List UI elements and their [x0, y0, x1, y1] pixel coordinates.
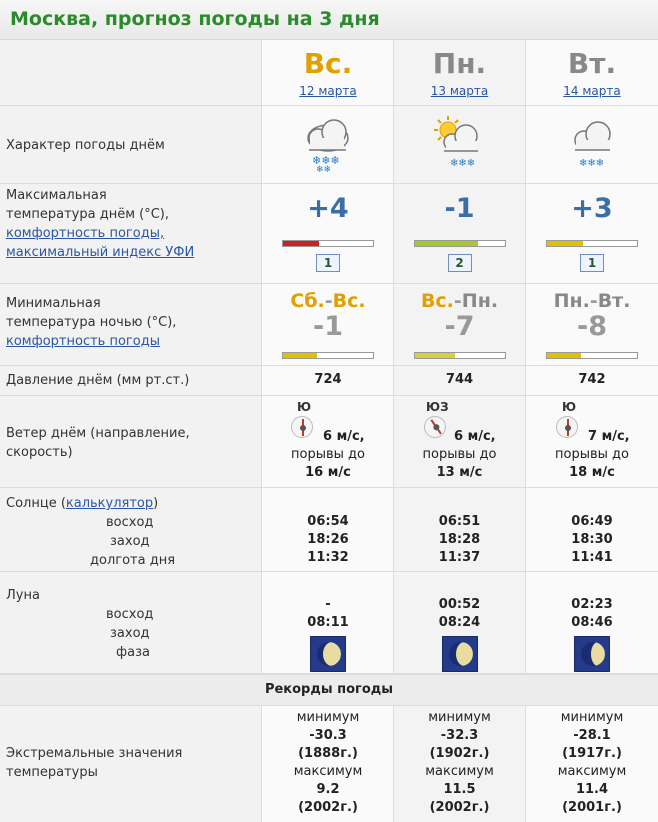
- night-range: [526, 290, 658, 312]
- wind-direction: ЮЗ: [426, 400, 449, 414]
- day-date-link[interactable]: 13 марта: [430, 84, 489, 98]
- day-name: Вс.: [303, 47, 353, 80]
- night-comfort-bar: [282, 352, 374, 359]
- weather-character-row: [0, 106, 658, 184]
- daylength-value: 11:37: [438, 550, 481, 565]
- wind-compass-icon: [420, 412, 451, 443]
- gusts-label: порывы до: [422, 447, 497, 462]
- moonset-value: 08:46: [571, 615, 613, 630]
- svg-text:❄❄❄: ❄❄❄: [312, 154, 340, 167]
- night-separator: -: [589, 290, 598, 312]
- sun-cloud-snow-icon: [430, 114, 490, 174]
- records-header: Рекорды погоды: [0, 674, 658, 706]
- night-day-end: Пн.: [461, 290, 499, 312]
- max-temp-label: Максимальная: [6, 188, 107, 203]
- record-min-label: минимум: [428, 710, 491, 725]
- pressure-label: Давление днём (мм рт.ст.): [6, 373, 190, 388]
- comfort-bar: [414, 240, 506, 247]
- extreme-label: Экстремальные значения: [6, 746, 183, 761]
- gusts-label: порывы до: [291, 447, 365, 462]
- moonrise-value: -: [325, 597, 331, 612]
- cloud-snow-icon: [298, 114, 358, 174]
- night-separator: -: [324, 290, 333, 312]
- moonrise-value: 00:52: [438, 597, 481, 612]
- page-header: [0, 0, 658, 40]
- moonset-label: заход: [110, 626, 150, 641]
- wind-row: [0, 396, 658, 488]
- comfort-link[interactable]: комфортность погоды,: [6, 226, 165, 241]
- day-header: [394, 40, 526, 105]
- record-max-value: 11.4: [575, 782, 609, 797]
- wind-label: скорость): [6, 445, 73, 460]
- wind-speed: 6 м/с,: [323, 429, 365, 444]
- night-range: [263, 290, 393, 312]
- svg-text:❄❄: ❄❄: [316, 165, 332, 174]
- gusts-value: 16 м/с: [305, 465, 351, 480]
- sunrise-value: 06:49: [571, 514, 613, 529]
- day-date-link[interactable]: 14 марта: [563, 84, 621, 98]
- moon-row: [0, 572, 658, 674]
- min-temp-value: -8: [577, 311, 607, 342]
- day-date-link[interactable]: 12 марта: [299, 84, 357, 98]
- gusts-label: порывы до: [555, 447, 629, 462]
- night-comfort-link[interactable]: комфортность погоды: [6, 334, 160, 349]
- record-max-year: (2002г.): [298, 800, 358, 815]
- svg-text:❄❄❄: ❄❄❄: [449, 158, 475, 169]
- sun-calculator-link[interactable]: калькулятор: [65, 496, 154, 511]
- comfort-bar: [546, 240, 638, 247]
- day-name: Пн.: [432, 47, 487, 80]
- min-temp-label: Минимальная: [6, 296, 101, 311]
- record-min-label: минимум: [560, 710, 624, 725]
- day-header: [263, 40, 394, 105]
- cloud-snow-icon: [562, 114, 622, 174]
- night-comfort-bar: [546, 352, 638, 359]
- moon-label: Луна: [6, 588, 40, 603]
- sunrise-label: восход: [106, 515, 154, 530]
- svg-text:❄❄❄: ❄❄❄: [579, 158, 605, 169]
- record-min-year: (1888г.): [298, 746, 358, 761]
- pressure-row: [0, 366, 658, 396]
- max-temp-row: [0, 184, 658, 284]
- moonset-value: 08:11: [307, 615, 349, 630]
- moon-phase-label: фаза: [116, 645, 150, 660]
- day-header-row: [0, 40, 658, 106]
- moon-phase-icon: [310, 636, 346, 672]
- record-min-label: минимум: [296, 710, 360, 725]
- night-comfort-bar: [414, 352, 506, 359]
- day-header: [526, 40, 658, 105]
- moonset-value: 08:24: [438, 615, 481, 630]
- pressure-value: 724: [314, 372, 342, 387]
- uvi-badge: 1: [316, 254, 340, 272]
- record-min-year: (1917г.): [562, 746, 622, 761]
- record-min-value: -30.3: [309, 728, 347, 743]
- night-range: [394, 290, 525, 312]
- daylength-value: 11:41: [571, 550, 613, 565]
- night-day-start: Вс.: [420, 290, 454, 312]
- record-max-label: максимум: [293, 764, 363, 779]
- night-day-start: Пн.: [553, 290, 590, 312]
- wind-compass-icon: [556, 416, 578, 438]
- gusts-value: 18 м/с: [569, 465, 615, 480]
- moonrise-label: восход: [106, 607, 154, 622]
- max-temp-value: +3: [571, 193, 613, 224]
- sunset-value: 18:30: [571, 532, 613, 547]
- sunset-label: заход: [110, 534, 150, 549]
- page-title: Москва, прогноз погоды на 3 дня: [10, 8, 380, 30]
- max-temp-value: -1: [444, 193, 475, 224]
- uvi-link[interactable]: максимальный индекс УФИ: [6, 245, 195, 260]
- max-temp-label: температура днём (°C),: [6, 207, 169, 222]
- daylength-label: долгота дня: [90, 553, 176, 568]
- record-max-label: максимум: [557, 764, 627, 779]
- sunset-value: 18:28: [438, 532, 481, 547]
- pressure-value: 742: [578, 372, 606, 387]
- night-separator: -: [453, 290, 462, 312]
- sunset-value: 18:26: [307, 532, 349, 547]
- daylength-value: 11:32: [307, 550, 349, 565]
- extreme-label: температуры: [6, 765, 98, 780]
- record-max-value: 9.2: [316, 782, 340, 797]
- record-max-value: 11.5: [443, 782, 476, 797]
- record-max-year: (2001г.): [562, 800, 622, 815]
- wind-speed: 6 м/с,: [454, 429, 496, 444]
- wind-label: Ветер днём (направление,: [6, 426, 190, 441]
- min-temp-row: [0, 284, 658, 366]
- record-max-year: (2002г.): [429, 800, 490, 815]
- night-day-end: Вс.: [332, 290, 366, 312]
- min-temp-label: температура ночью (°C),: [6, 315, 177, 330]
- sunrise-value: 06:51: [438, 514, 481, 529]
- weather-character-label: Характер погоды днём: [6, 138, 165, 153]
- record-min-year: (1902г.): [429, 746, 490, 761]
- day-name: Вт.: [567, 47, 617, 80]
- wind-speed: 7 м/с,: [588, 429, 630, 444]
- night-day-end: Вт.: [597, 290, 631, 312]
- moon-phase-icon: [442, 636, 478, 672]
- comfort-bar: [282, 240, 374, 247]
- record-max-label: максимум: [425, 764, 494, 779]
- gusts-value: 13 м/с: [436, 465, 483, 480]
- wind-direction: Ю: [562, 400, 577, 414]
- pressure-value: 744: [445, 372, 474, 387]
- night-day-start: Сб.: [290, 290, 325, 312]
- records-row: [0, 706, 658, 822]
- min-temp-value: -7: [444, 311, 475, 342]
- uvi-badge: 2: [448, 254, 472, 272]
- sun-label: Солнце (калькулятор): [6, 496, 159, 511]
- uvi-badge: 1: [580, 254, 604, 272]
- moonrise-value: 02:23: [571, 597, 613, 612]
- record-min-value: -32.3: [440, 728, 479, 743]
- min-temp-value: -1: [313, 311, 343, 342]
- wind-direction: Ю: [297, 400, 312, 414]
- sunrise-value: 06:54: [307, 514, 349, 529]
- record-min-value: -28.1: [573, 728, 611, 743]
- wind-compass-icon: [291, 416, 313, 438]
- sun-row: [0, 488, 658, 572]
- moon-phase-icon: [574, 636, 610, 672]
- max-temp-value: +4: [307, 193, 349, 224]
